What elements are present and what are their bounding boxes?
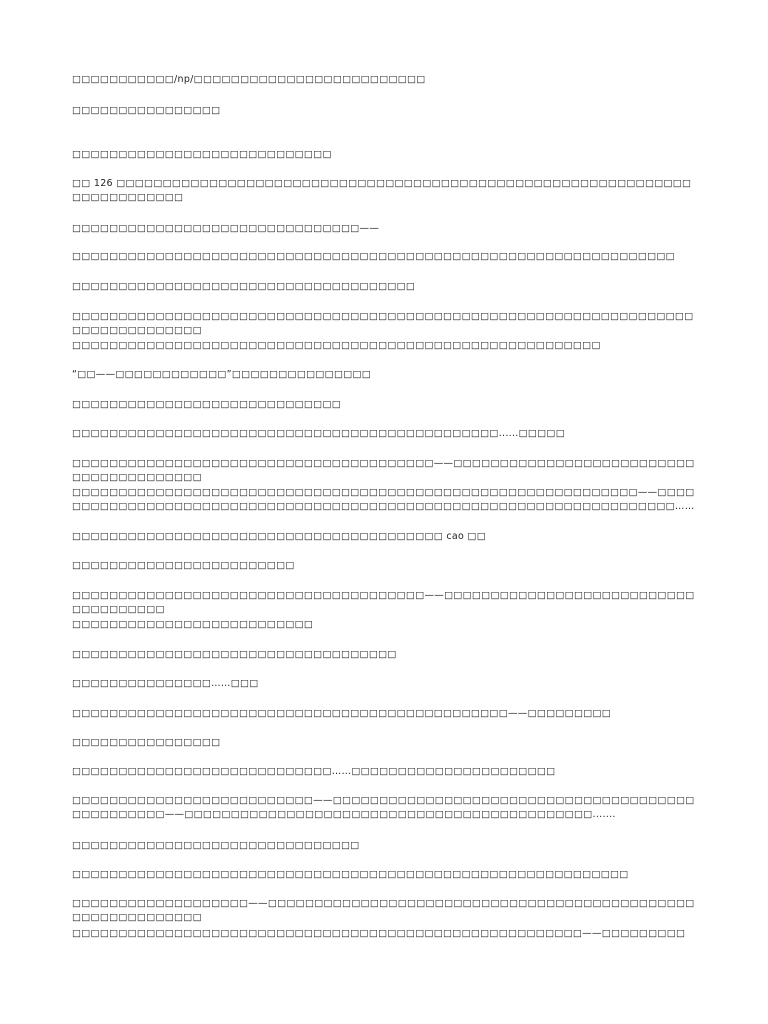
paragraph-10: “□□——□□□□□□□□□□□□”□□□□□□□□□□□□□□□ xyxy=(72,369,372,380)
paragraph-11: □□□□□□□□□□□□□□□□□□□□□□□□□□□□□ xyxy=(72,399,341,410)
paragraph-26: □□□□□□□□□□□□□□□□□□□□□□□□□□□□□□□□□□□□□□□□□□□□□□□□□□□□□□□□□□□□ xyxy=(72,869,629,880)
paragraph-2: □□□□□□□□□□□□□□□□ xyxy=(72,105,221,116)
paragraph-14: □□□□□□□□□□□□□□□□□□□□□□□□□□□□□□□□□□□□□□□□□□□□□□□□□□□□□□□□□□□□□——□□□□□□□□□□□□□□□□□□□□□□□□□□□□□□□□□□□□□□□□□□□□□□□□□□□□□□□□□□□□□□□□□□□□□…… xyxy=(72,487,695,512)
paragraph-9: □□□□□□□□□□□□□□□□□□□□□□□□□□□□□□□□□□□□□□□□□□□□□□□□□□□□□□□□□ xyxy=(72,340,601,351)
paragraph-19: □□□□□□□□□□□□□□□□□□□□□□□□□□□□□□□□□□□ xyxy=(72,649,397,660)
paragraph-5: □□□□□□□□□□□□□□□□□□□□□□□□□□□□□□□—— xyxy=(72,223,380,234)
paragraph-15: □□□□□□□□□□□□□□□□□□□□□□□□□□□□□□□□□□□□□□□□ cao □□ xyxy=(72,531,486,542)
paragraph-22: □□□□□□□□□□□□□□□□ xyxy=(72,737,221,748)
paragraph-4: □□ 126 □□□□□□□□□□□□□□□□□□□□□□□□□□□□□□□□□□□□□□□□□□□□□□□□□□□□□□□□□□□□□□□□□□□□□□□□□□ xyxy=(72,178,692,203)
paragraph-17: □□□□□□□□□□□□□□□□□□□□□□□□□□□□□□□□□□□□□□——□□□□□□□□□□□□□□□□□□□□□□□□□□□□□□□□□□□□□ xyxy=(72,590,695,615)
paragraph-21: □□□□□□□□□□□□□□□□□□□□□□□□□□□□□□□□□□□□□□□□□□□□□□□——□□□□□□□□□ xyxy=(72,708,612,719)
paragraph-1: □□□□□□□□□□□/np/□□□□□□□□□□□□□□□□□□□□□□□□□ xyxy=(72,74,426,85)
paragraph-24: □□□□□□□□□□□□□□□□□□□□□□□□□□——□□□□□□□□□□□□□□□□□□□□□□□□□□□□□□□□□□□□□□□□□□□□□□□□□——□□□□□□□□□□□□□□□□□□□□□□□□□□□□□□□□□□□□□□□□□□□□....... xyxy=(72,795,695,820)
paragraph-27: □□□□□□□□□□□□□□□□□□□——□□□□□□□□□□□□□□□□□□□□□□□□□□□□□□□□□□□□□□□□□□□□□□□□□□□□□□□□□□□□ xyxy=(72,898,695,923)
paragraph-28: □□□□□□□□□□□□□□□□□□□□□□□□□□□□□□□□□□□□□□□□□□□□□□□□□□□□□□□——□□□□□□□□□ xyxy=(72,928,686,939)
paragraph-18: □□□□□□□□□□□□□□□□□□□□□□□□□□ xyxy=(72,619,314,630)
paragraph-20: □□□□□□□□□□□□□□□……□□□ xyxy=(72,678,259,689)
paragraph-6: □□□□□□□□□□□□□□□□□□□□□□□□□□□□□□□□□□□□□□□□□□□□□□□□□□□□□□□□□□□□□□□□□ xyxy=(72,251,675,262)
paragraph-7: □□□□□□□□□□□□□□□□□□□□□□□□□□□□□□□□□□□□□ xyxy=(72,281,416,292)
paragraph-8: □□□□□□□□□□□□□□□□□□□□□□□□□□□□□□□□□□□□□□□□□□□□□□□□□□□□□□□□□□□□□□□□□□□□□□□□□□□□□□□□□ xyxy=(72,311,694,336)
paragraph-25: □□□□□□□□□□□□□□□□□□□□□□□□□□□□□□□ xyxy=(72,840,360,851)
paragraph-3: □□□□□□□□□□□□□□□□□□□□□□□□□□□□ xyxy=(72,149,332,160)
paragraph-23: □□□□□□□□□□□□□□□□□□□□□□□□□□□□……□□□□□□□□□□□□□□□□□□□□□□ xyxy=(72,766,556,777)
paragraph-16: □□□□□□□□□□□□□□□□□□□□□□□□ xyxy=(72,560,295,571)
paragraph-13: □□□□□□□□□□□□□□□□□□□□□□□□□□□□□□□□□□□□□□□——□□□□□□□□□□□□□□□□□□□□□□□□□□□□□□□□□□□□□□□□ xyxy=(72,458,695,483)
paragraph-12: □□□□□□□□□□□□□□□□□□□□□□□□□□□□□□□□□□□□□□□□□□□□□□......□□□□□ xyxy=(72,428,565,439)
